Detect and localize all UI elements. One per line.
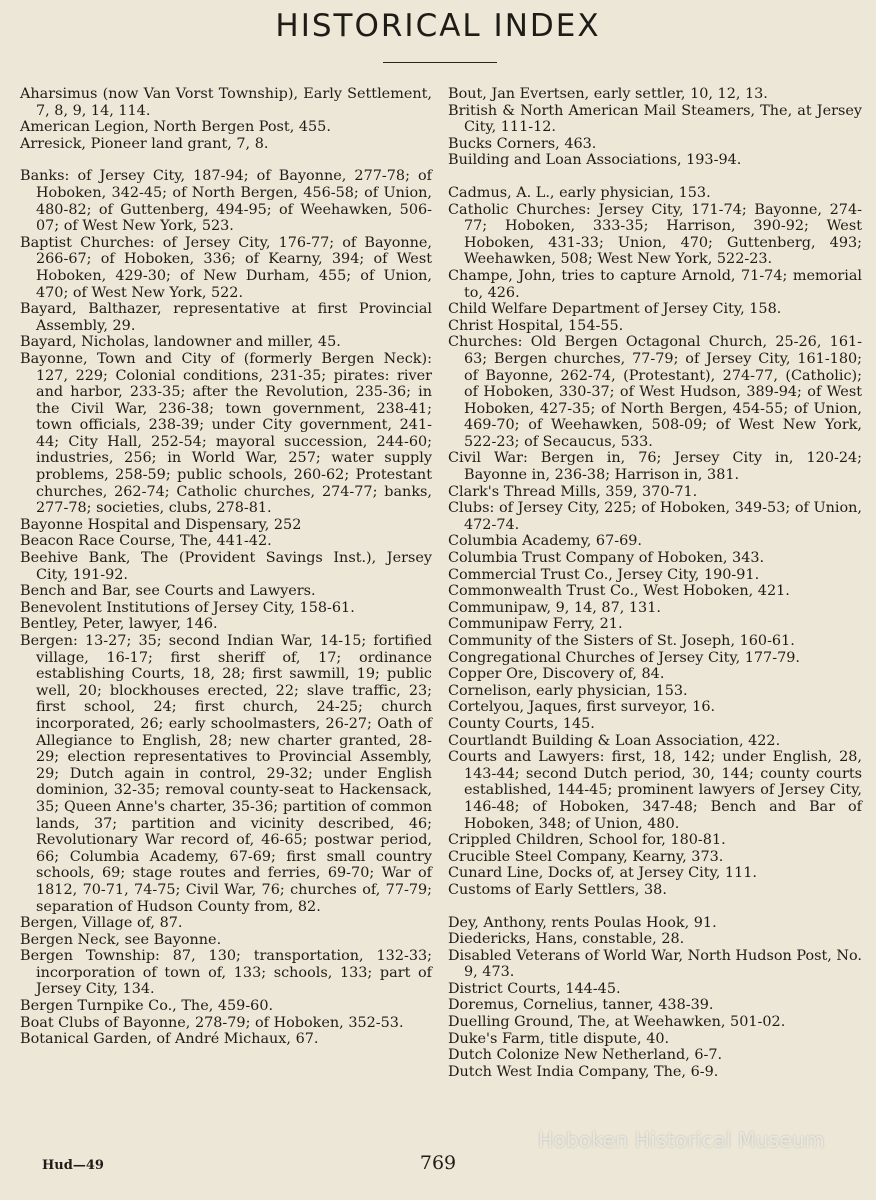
index-entry: Community of the Sisters of St. Joseph, 160-61. bbox=[448, 633, 795, 649]
index-entry: Commonwealth Trust Co., West Hoboken, 421. bbox=[448, 583, 790, 600]
index-entry: Bayonne, Town and City of (formerly Bergen Neck): 127, 229; Colonial conditions, 231-35; pirates: river and harbor, 233-35; after the Revolution, 235-36; in the Civil War, 236-38; town government, 238-41; town officials, 238-39; under City government, 241-44; City Hall, 252-54; mayoral succession, 244-60; industries, 256; in World War, 257; water supply problems, 258-59; public schools, 260-62; Protestant churches, 262-74; Catholic churches, 274-77; banks, 277-78; societies, clubs, 278-81. bbox=[20, 350, 432, 517]
index-entry: Diedericks, Hans, constable, 28. bbox=[448, 931, 685, 948]
index-entry: Aharsimus (now Van Vorst Township), Early Settlement, 7, 8, 9, 14, 114. bbox=[20, 86, 432, 119]
index-entry: Bucks Corners, 463. bbox=[448, 135, 597, 152]
index-entry: Boat Clubs of Bayonne, 278-79; of Hoboken, 352-53. bbox=[20, 1014, 404, 1031]
index-entry: Bergen: 13-27; 35; second Indian War, 14-15; fortified village, 16-17; first sheriff of, 17; ordinance establishing Courts, 18, 28; first sawmill, 19; public well, 20; blockhouses erected, 22; slave traffic, 23; first school, 24; first church, 24-25; church incorporated, 26; early schoolmasters, 26-27; Oath of Allegiance to English, 28; new charter granted, 28-29; election representatives to Provincial Assembly, 29; Dutch again in control, 29-32; under English dominion, 32-35; removal county-seat to Hackensack, 35; Queen Anne's charter, 35-36; partition of common lands, 37; partition and vicinity described, 46; Revolutionary War record of, 46-65; postwar period, 66; Columbia Academy, 67-69; first small country schools, 69; stage routes and ferries, 69-70; War of 1812, 70-71, 74-75; Civil War, 76; churches of, 77-79; separation of Hudson County from, 82. bbox=[20, 633, 432, 915]
index-entry: Duke's Farm, title dispute, 40. bbox=[448, 1030, 670, 1047]
index-entry: Churches: Old Bergen Octagonal Church, 25-26, 161-63; Bergen churches, 77-79; of Jersey City, 161-180; of Bayonne, 262-74, (Protestant), 274-77, (Catholic); of Hoboken, 330-37; of West Hudson, 389-94; of West Hoboken, 427-35; of North Bergen, 454-55; of Union, 469-70; of Weehawken, 508-09; of West New York, 522-23; of Secaucus, 533. bbox=[448, 334, 862, 450]
index-entry: Dutch West India Company, The, 6-9. bbox=[448, 1063, 719, 1080]
page-number: 769 bbox=[419, 1152, 457, 1174]
index-entry: Bergen, Village of, 87. bbox=[20, 915, 183, 932]
index-entry: Christ Hospital, 154-55. bbox=[448, 317, 624, 334]
index-entry: Bergen Turnpike Co., The, 459-60. bbox=[20, 998, 274, 1015]
index-entry: Banks: of Jersey City, 187-94; of Bayonne, 277-78; of Hoboken, 342-45; of North Bergen, 456-58; of Union, 480-82; of Guttenberg, 494-95; of Weehawken, 506-07; of West New York, 523. bbox=[20, 168, 432, 235]
index-entry: Crucible Steel Company, Kearny, 373. bbox=[448, 848, 724, 865]
index-entry: Cornelison, early physician, 153. bbox=[448, 682, 688, 699]
index-entry: Dey, Anthony, rents Poulas Hook, 91. bbox=[448, 914, 717, 931]
index-entry: Crippled Children, School for, 180-81. bbox=[448, 832, 726, 849]
index-entry: County Courts, 145. bbox=[448, 715, 595, 732]
index-entry: Commercial Trust Co., Jersey City, 190-91. bbox=[448, 566, 760, 583]
index-entry: Bergen Township: 87, 130; transportation, 132-33; incorporation of town of, 133; schools, 133; part of Jersey City, 134. bbox=[20, 948, 432, 998]
index-entry: Champe, John, tries to capture Arnold, 71-74; memorial to, 426. bbox=[448, 267, 862, 301]
index-entry: Bergen Neck, see Bayonne. bbox=[20, 931, 222, 948]
index-entry: Civil War: Bergen in, 76; Jersey City in, 120-24; Bayonne in, 236-38; Harrison in, 381. bbox=[448, 450, 862, 484]
index-entry: Bayard, Nicholas, landowner and miller, 45. bbox=[20, 334, 341, 351]
index-entry: Clubs: of Jersey City, 225; of Hoboken, 349-53; of Union, 472-74. bbox=[448, 500, 862, 533]
title-underline bbox=[383, 62, 497, 63]
index-entry: Duelling Ground, The, at Weehawken, 501-02. bbox=[448, 1014, 786, 1031]
index-entry: Bayard, Balthazer, representative at first Provincial Assembly, 29. bbox=[20, 301, 432, 334]
index-entry: Congregational Churches of Jersey City, 177-79. bbox=[448, 649, 800, 666]
index-entry: Customs of Early Settlers, 38. bbox=[448, 881, 667, 898]
index-entry: Arresick, Pioneer land grant, 7, 8. bbox=[20, 135, 269, 152]
index-column-right bbox=[448, 86, 862, 1080]
index-entry: Columbia Trust Company of Hoboken, 343. bbox=[448, 550, 765, 567]
index-entry: British & North American Mail Steamers, The, at Jersey City, 111-12. bbox=[448, 102, 862, 136]
index-entry: Courtlandt Building & Loan Association, 422. bbox=[448, 732, 781, 749]
index-entry: Botanical Garden, of André Michaux, 67. bbox=[20, 1031, 319, 1048]
index-column-left bbox=[20, 86, 432, 1048]
index-entry: Doremus, Cornelius, tanner, 438-39. bbox=[448, 997, 714, 1014]
index-entry: American Legion, North Bergen Post, 455. bbox=[20, 119, 331, 136]
index-entry: Cortelyou, Jaques, first surveyor, 16. bbox=[448, 699, 716, 716]
index-entry: Communipaw, 9, 14, 87, 131. bbox=[448, 599, 661, 616]
signature-mark: Hud—49 bbox=[42, 1158, 104, 1173]
index-entry: Bout, Jan Evertsen, early settler, 10, 12, 13. bbox=[448, 86, 768, 102]
index-entry: Beacon Race Course, The, 441-42. bbox=[20, 533, 272, 550]
index-entry: Cadmus, A. L., early physician, 153. bbox=[448, 184, 711, 201]
index-entry: Building and Loan Associations, 193-94. bbox=[448, 152, 742, 169]
index-entry: Benevolent Institutions of Jersey City, 158-61. bbox=[20, 599, 355, 616]
museum-watermark: Hoboken Historical Museum bbox=[538, 1128, 825, 1152]
index-entry: Bayonne Hospital and Dispensary, 252 bbox=[20, 516, 302, 533]
index-entry: Bentley, Peter, lawyer, 146. bbox=[20, 616, 218, 633]
index-entry: Dutch Colonize New Netherland, 6-7. bbox=[448, 1047, 723, 1064]
index-entry: Child Welfare Department of Jersey City, 158. bbox=[448, 301, 782, 318]
index-entry: Disabled Veterans of World War, North Hudson Post, No. 9, 473. bbox=[448, 947, 863, 981]
index-entry: District Courts, 144-45. bbox=[448, 980, 621, 997]
index-entry: Beehive Bank, The (Provident Savings Inst.), Jersey City, 191-92. bbox=[20, 550, 432, 583]
page-title: HISTORICAL INDEX bbox=[275, 8, 601, 44]
index-entry: Clark's Thread Mills, 359, 370-71. bbox=[448, 483, 698, 500]
index-entry: Cunard Line, Docks of, at Jersey City, 111. bbox=[448, 865, 757, 882]
index-entry: Columbia Academy, 67-69. bbox=[448, 533, 642, 550]
index-entry: Bench and Bar, see Courts and Lawyers. bbox=[20, 583, 316, 600]
index-entry: Baptist Churches: of Jersey City, 176-77; of Bayonne, 266-67; of Hoboken, 336; of Kearny, 394; of West Hoboken, 429-30; of New Durham, 455; of Union, 470; of West New York, 522. bbox=[20, 234, 432, 301]
index-entry: Communipaw Ferry, 21. bbox=[448, 616, 623, 633]
index-entry: Catholic Churches: Jersey City, 171-74; Bayonne, 274-77; Hoboken, 333-35; Harrison, 390-92; West Hoboken, 431-33; Union, 470; Guttenberg, 493; Weehawken, 508; West New York, 522-23. bbox=[448, 201, 862, 268]
index-entry: Copper Ore, Discovery of, 84. bbox=[448, 666, 665, 683]
index-entry: Courts and Lawyers: first, 18, 142; under English, 28, 143-44; second Dutch period, 30, 144; county courts established, 144-45; prominent lawyers of Jersey City, 146-48; of Hoboken, 347-48; Bench and Bar of Hoboken, 348; of Union, 480. bbox=[448, 749, 862, 832]
